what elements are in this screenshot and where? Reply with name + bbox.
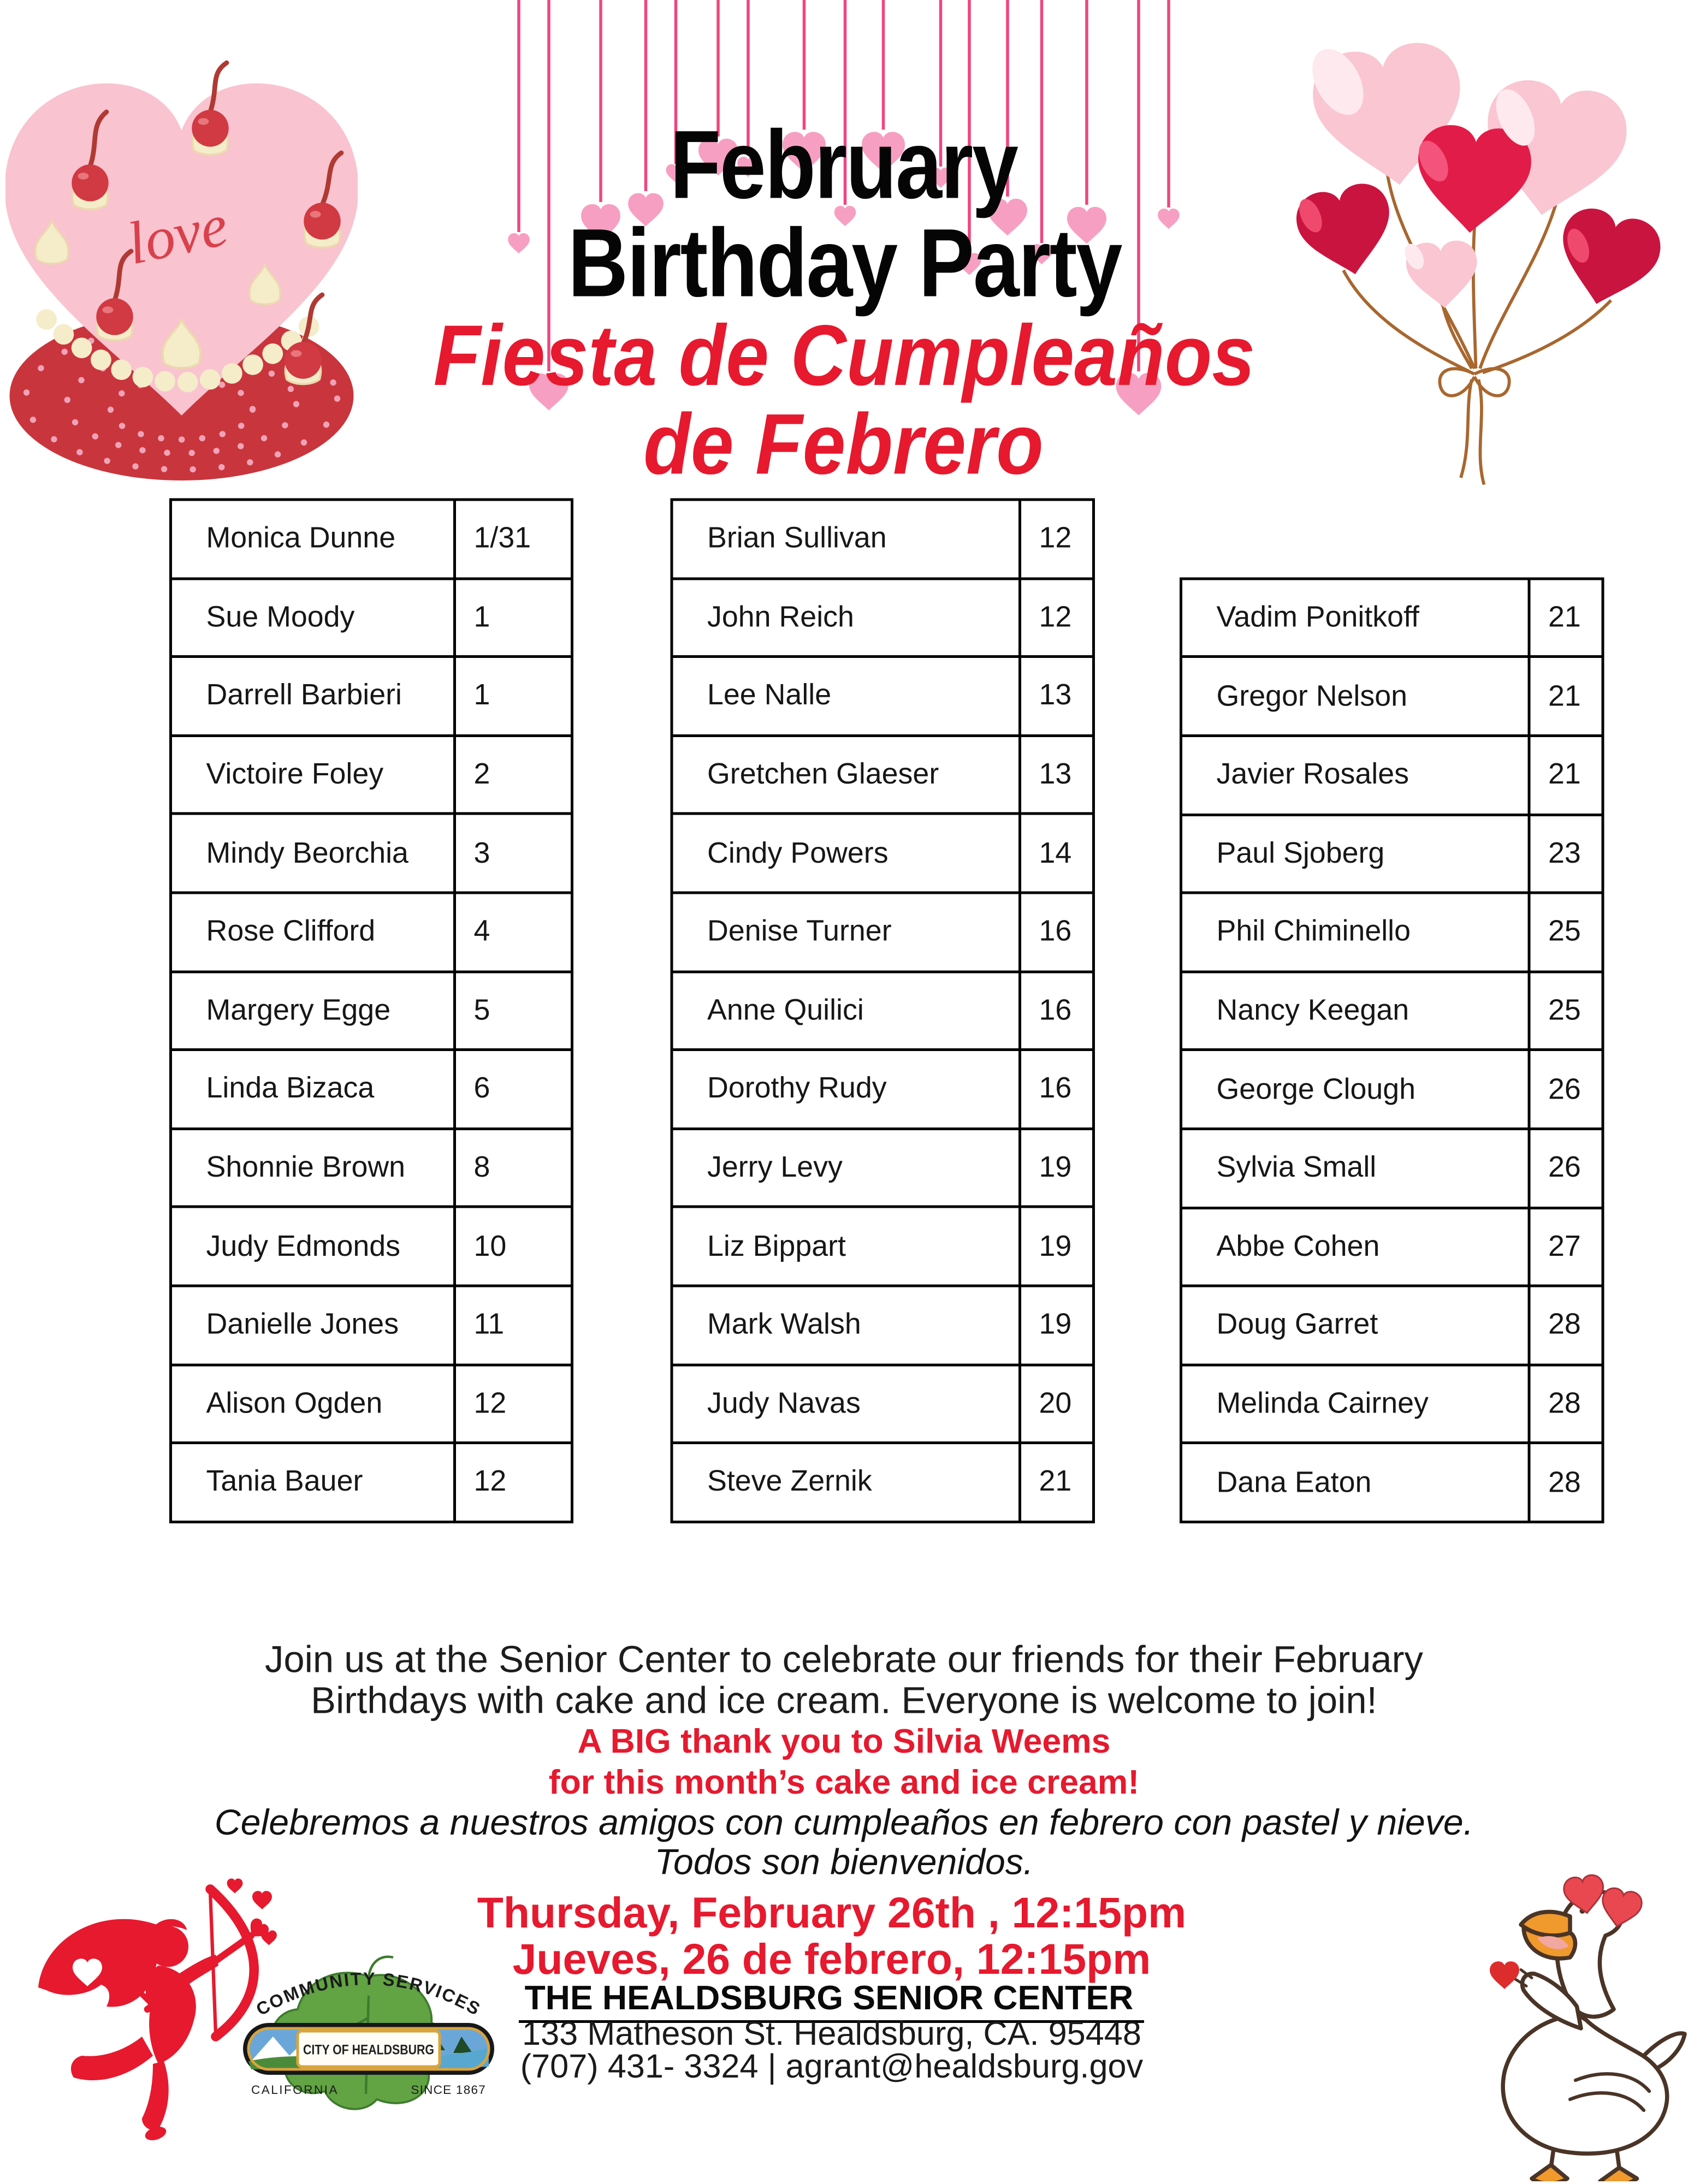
table-row	[172, 577, 571, 655]
birthday-day: 12	[1018, 579, 1092, 655]
birthday-day: 28	[1528, 1445, 1602, 1521]
table-row	[673, 891, 1093, 970]
table-row	[172, 1284, 571, 1363]
goose-illustration	[1442, 1840, 1687, 2181]
birthday-day: 19	[1018, 1208, 1092, 1284]
subtitle-line-1: Fiesta de Cumpleaños	[433, 308, 1255, 404]
person-name: Javier Rosales	[1216, 758, 1409, 791]
person-name: Vadim Ponitkoff	[1216, 601, 1419, 634]
birthday-day: 21	[1528, 658, 1602, 734]
table-row	[172, 734, 571, 812]
birthday-day: 12	[453, 1444, 571, 1520]
invitation-es-line-1: Celebremos a nuestros amigos con cumpleaños en febrero con pastel y nieve.	[214, 1802, 1474, 1843]
person-name: Dana Eaton	[1216, 1465, 1372, 1499]
thank-you-note	[0, 1723, 1688, 1803]
event-venue: THE HEALDSBURG SENIOR CENTER	[0, 1979, 1663, 2019]
birthday-day: 1	[453, 579, 571, 655]
title-line-2: Birthday Party	[567, 210, 1121, 318]
person-name: Judy Edmonds	[206, 1229, 401, 1262]
person-name: Brian Sullivan	[707, 521, 887, 555]
thank-you-line-1: A BIG thank you to Silvia Weems	[577, 1723, 1111, 1761]
table-row	[1182, 892, 1602, 970]
birthday-day: 28	[1528, 1366, 1602, 1442]
page-subtitle-spanish	[0, 308, 1688, 493]
invitation-en-line-1: Join us at the Senior Center to celebrate our friends for their February	[265, 1638, 1423, 1681]
person-name: Dorothy Rudy	[707, 1072, 887, 1105]
person-name: Monica Dunne	[206, 521, 396, 555]
birthday-day: 21	[1528, 580, 1602, 656]
cupid-head	[147, 1926, 188, 1967]
person-name: Nancy Keegan	[1216, 994, 1409, 1027]
person-name: Cindy Powers	[707, 836, 889, 869]
logo-california-text: CALIFORNIA	[251, 2083, 339, 2097]
table-row	[673, 1048, 1093, 1127]
table-row	[673, 970, 1093, 1048]
birthday-day: 1/31	[453, 501, 571, 577]
birthday-table-3	[1180, 577, 1604, 1523]
birthday-day: 16	[1018, 894, 1092, 970]
person-name: Phil Chiminello	[1216, 915, 1411, 948]
birthday-day: 4	[453, 894, 571, 970]
table-row	[172, 812, 571, 891]
logo-arc-text: COMMUNITY SERVICES	[253, 1968, 484, 2020]
table-row	[1182, 734, 1602, 813]
invitation-en-line-2: Birthdays with cake and ice cream. Everyone is welcome to join!	[311, 1679, 1377, 1722]
person-name: Steve Zernik	[707, 1465, 872, 1498]
person-name: Alison Ogden	[206, 1386, 383, 1420]
birthday-day: 5	[453, 972, 571, 1048]
birthday-day: 12	[1018, 501, 1092, 577]
held-heart	[1490, 1961, 1519, 1989]
person-name: Melinda Cairney	[1216, 1387, 1429, 1420]
table-row	[172, 1048, 571, 1127]
title-line-1: February	[670, 112, 1018, 220]
birthday-day: 20	[1018, 1366, 1092, 1441]
person-name: Rose Clifford	[206, 915, 376, 948]
person-name: Mark Walsh	[707, 1308, 861, 1341]
page-title	[0, 112, 1688, 318]
logo-banner	[243, 2023, 494, 2075]
table-row	[673, 655, 1093, 734]
person-name: John Reich	[707, 600, 854, 633]
birthday-day: 1	[453, 658, 571, 734]
person-name: Linda Bizaca	[206, 1072, 375, 1105]
birthday-day: 11	[453, 1287, 571, 1363]
table-row	[1182, 813, 1602, 892]
healdsburg-community-services-logo	[235, 1941, 502, 2121]
table-row	[1182, 1442, 1602, 1521]
person-name: Victoire Foley	[206, 757, 384, 791]
table-row	[673, 812, 1093, 891]
event-date-spanish: Jueves, 26 de febrero, 12:15pm	[512, 1934, 1151, 1984]
birthday-day: 2	[453, 737, 571, 812]
table-row	[172, 891, 571, 970]
person-name: Anne Quilici	[707, 993, 864, 1026]
person-name: George Clough	[1216, 1072, 1416, 1106]
invitation-text-english	[0, 1640, 1688, 1722]
table-row	[172, 655, 571, 734]
person-name: Sue Moody	[206, 600, 355, 633]
table-row	[1182, 1206, 1602, 1285]
event-contact: (707) 431- 3324 | agrant@healdsburg.gov	[520, 2049, 1144, 2086]
person-name: Darrell Barbieri	[206, 679, 402, 712]
birthday-day: 13	[1018, 737, 1092, 812]
table-row	[172, 1127, 571, 1206]
person-name: Gretchen Glaeser	[707, 757, 939, 791]
table-row	[172, 1363, 571, 1441]
birthday-day: 12	[453, 1366, 571, 1441]
person-name: Doug Garret	[1216, 1308, 1378, 1342]
table-row	[673, 501, 1093, 577]
birthday-table-2	[671, 498, 1095, 1523]
event-date-english: Thursday, February 26th , 12:15pm	[477, 1888, 1187, 1937]
table-row	[673, 1206, 1093, 1284]
person-name: Abbe Cohen	[1216, 1230, 1380, 1263]
subtitle-line-2: de Febrero	[644, 397, 1044, 493]
birthday-table-1	[169, 498, 573, 1523]
table-row	[1182, 970, 1602, 1049]
birthday-day: 26	[1528, 1052, 1602, 1127]
person-name: Shonnie Brown	[206, 1150, 406, 1184]
birthday-day: 14	[1018, 815, 1092, 891]
table-row	[673, 734, 1093, 812]
person-name: Tania Bauer	[206, 1465, 363, 1498]
birthday-day: 21	[1528, 737, 1602, 813]
table-row	[1182, 1049, 1602, 1127]
event-address: 133 Matheson St. Healdsburg, CA. 95448	[522, 2016, 1141, 2053]
birthday-day: 13	[1018, 658, 1092, 734]
person-name: Judy Navas	[707, 1386, 861, 1420]
table-row	[673, 1127, 1093, 1206]
birthday-day: 6	[453, 1051, 571, 1127]
birthday-day: 26	[1528, 1130, 1602, 1206]
birthday-day: 23	[1528, 816, 1602, 892]
birthday-day: 25	[1528, 973, 1602, 1049]
person-name: Paul Sjoberg	[1216, 836, 1385, 870]
logo-banner-text: CITY OF HEALDSBURG	[303, 2042, 434, 2058]
birthday-day: 16	[1018, 972, 1092, 1048]
table-row	[172, 1441, 571, 1520]
invitation-es-line-2: Todos son bienvenidos.	[654, 1841, 1034, 1883]
table-row	[1182, 1285, 1602, 1363]
birthday-day: 27	[1528, 1209, 1602, 1285]
birthday-day: 10	[453, 1208, 571, 1284]
table-row	[1182, 1363, 1602, 1442]
birthday-day: 25	[1528, 894, 1602, 970]
birthday-day: 28	[1528, 1287, 1602, 1363]
table-row	[1182, 580, 1602, 656]
logo-since-text: SINCE 1867	[411, 2083, 486, 2097]
table-row	[172, 1206, 571, 1284]
person-name: Mindy Beorchia	[206, 836, 408, 869]
table-row	[673, 1441, 1093, 1520]
table-row	[673, 577, 1093, 655]
table-row	[673, 1284, 1093, 1363]
person-name: Danielle Jones	[206, 1308, 399, 1341]
person-name: Jerry Levy	[707, 1150, 843, 1184]
person-name: Sylvia Small	[1216, 1151, 1377, 1184]
birthday-day: 19	[1018, 1130, 1092, 1206]
person-name: Gregor Nelson	[1216, 679, 1408, 713]
birthday-day: 19	[1018, 1287, 1092, 1363]
birthday-day: 21	[1018, 1444, 1092, 1520]
person-name: Margery Egge	[206, 993, 391, 1026]
cake-love-text: love	[121, 191, 234, 277]
table-row	[172, 970, 571, 1048]
birthday-day: 16	[1018, 1051, 1092, 1127]
birthday-day: 8	[453, 1130, 571, 1206]
table-row	[172, 501, 571, 577]
table-row	[673, 1363, 1093, 1441]
birthday-day: 3	[453, 815, 571, 891]
table-row	[1182, 1127, 1602, 1206]
person-name: Denise Turner	[707, 915, 892, 948]
person-name: Lee Nalle	[707, 679, 832, 712]
table-row	[1182, 656, 1602, 734]
thank-you-line-2: for this month’s cake and ice cream!	[548, 1762, 1140, 1801]
person-name: Liz Bippart	[707, 1229, 846, 1262]
